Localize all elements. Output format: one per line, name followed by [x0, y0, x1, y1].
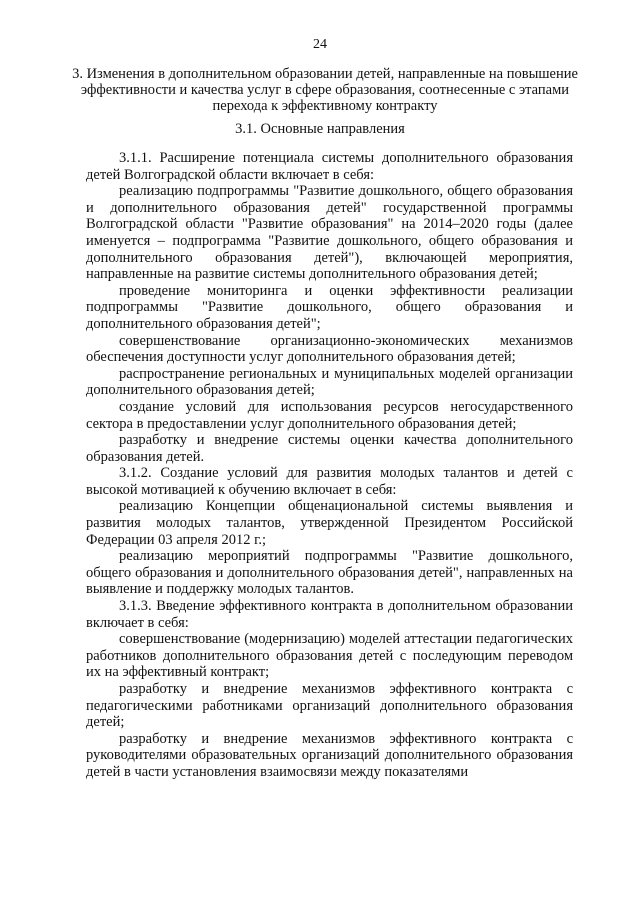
subsection-heading: 3.1. Основные направления	[235, 121, 405, 137]
page-number: 24	[313, 37, 327, 52]
body-text	[86, 150, 573, 781]
paragraph: 3.1.1. Расширение потенциала системы дополнительного образования детей Волгоградской области включает в себя:	[86, 150, 573, 183]
paragraph: 3.1.3. Введение эффективного контракта в дополнительном образовании включает в себя:	[86, 598, 573, 631]
paragraph: 3.1.2. Создание условий для развития молодых талантов и детей с высокой мотивацией к обучению включает в себя:	[86, 465, 573, 498]
paragraph: реализацию Концепции общенациональной системы выявления и развития молодых талантов, утвержденной Президентом Российской Федерации 03 апреля 2012 г.;	[86, 498, 573, 548]
paragraph: реализацию подпрограммы "Развитие дошкольного, общего образования и дополнительного образования детей" государственной программы Волгоградской области "Развитие образования" на 2014–2020 годы (далее именуется – подпрограмма "Развитие дошкольного, общего образования и дополнительного образования детей"), включающей мероприятия, направленные на развитие системы дополнительного образования детей;	[86, 183, 573, 283]
section-heading: 3. Изменения в дополнительном образовании детей, направленные на повышение эффективности и качества услуг в сфере образования, соотнесенные с этапами перехода к эффективному контракту	[72, 66, 578, 114]
paragraph: проведение мониторинга и оценки эффективности реализации подпрограммы "Развитие дошкольного, общего образования и дополнительного образования детей";	[86, 282, 573, 332]
paragraph: создание условий для использования ресурсов негосударственного сектора в предоставлении услуг дополнительного образования детей;	[86, 398, 573, 432]
paragraph: разработку и внедрение механизмов эффективного контракта с педагогическими работниками организаций дополнительного образования детей;	[86, 681, 573, 731]
paragraph: распространение региональных и муниципальных моделей организации дополнительного образования детей;	[86, 365, 573, 399]
paragraph: совершенствование организационно-экономических механизмов обеспечения доступности услуг дополнительного образования детей;	[86, 332, 573, 366]
paragraph: реализацию мероприятий подпрограммы "Развитие дошкольного, общего образования и дополнительного образования детей", направленных на выявление и поддержку молодых талантов.	[86, 548, 573, 598]
paragraph: разработку и внедрение механизмов эффективного контракта с руководителями образовательных организаций дополнительного образования детей в части установления взаимосвязи между показателями	[86, 730, 573, 780]
paragraph: совершенствование (модернизацию) моделей аттестации педагогических работников дополнительного образования детей с последующим переводом их на эффективный контракт;	[86, 631, 573, 681]
paragraph: разработку и внедрение системы оценки качества дополнительного образования детей.	[86, 432, 573, 465]
